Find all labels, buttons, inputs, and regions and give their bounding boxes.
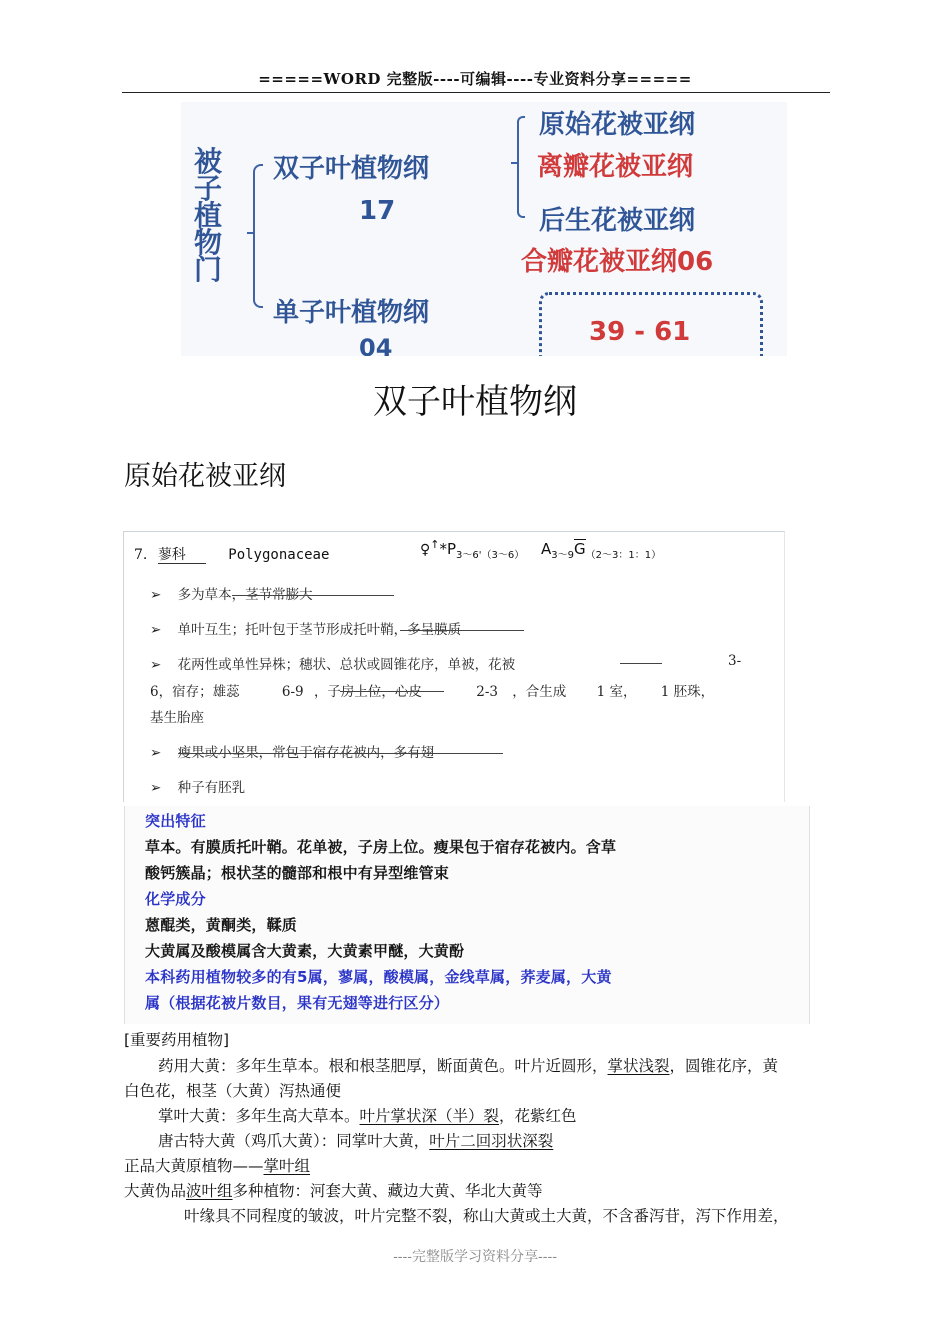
- arrow-bullet-icon: ➢: [150, 780, 162, 796]
- actinomorphic-star: *: [439, 540, 447, 558]
- b3-united: ，合生成: [512, 684, 567, 700]
- handwritten-strike: [179, 753, 503, 754]
- paragraph-line: 叶缘具不同程度的皱波，叶片完整不裂，称山大黄或土大黄，不含番泻苷，泻下作用差，: [184, 1207, 789, 1225]
- paragraph-line: [124, 1179, 543, 1201]
- zygomorphic-arrow: ↑: [430, 538, 440, 551]
- root-char: 被: [193, 145, 222, 178]
- perianth-letter: P: [446, 540, 457, 558]
- bullet-item: [150, 653, 515, 673]
- chemistry-text: 大黄属及酸模属含大黄素，大黄素甲醚，大黄酚: [145, 942, 465, 960]
- text-run: ，花紫红色: [499, 1107, 577, 1125]
- feature-text: 草本。有膜质托叶鞘。花单被，子房上位。瘦果包于宿存花被内。含草: [145, 838, 617, 856]
- blank-line: [620, 663, 662, 664]
- gynoecium-letter: G: [574, 540, 586, 558]
- root-char: 物: [193, 226, 222, 259]
- underlined-text: 掌状浅裂: [607, 1057, 670, 1075]
- section-label: [重要药用植物]: [124, 1031, 230, 1049]
- bullet-text: 种子有胚乳: [177, 780, 246, 796]
- paragraph-line: 白色花，根茎（大黄）泻热通便: [124, 1082, 342, 1100]
- underlined-text: 掌叶组: [263, 1157, 311, 1175]
- paragraph-line: [158, 1104, 577, 1126]
- main-brace: [253, 164, 263, 308]
- family-heading: [134, 544, 329, 564]
- subclass-metachlamydeae: 后生花被亚纲: [539, 206, 696, 236]
- main-brace-tip: [247, 232, 255, 234]
- underlined-text: 波叶组: [186, 1182, 233, 1200]
- family-range: 39 - 61: [589, 317, 691, 347]
- text-run: 药用大黄：多年生草本。根和根茎肥厚，断面黄色。叶片近圆形，: [158, 1057, 608, 1075]
- feature-box: [124, 806, 810, 1024]
- b3-text: 6，宿存；雄蕊: [150, 684, 240, 700]
- subclass-choripetalae: 离瓣花被亚纲: [537, 152, 694, 182]
- family-block: [123, 531, 785, 802]
- b3-ovary: ，子房上位，心皮: [313, 684, 422, 700]
- androecium-letter: A: [541, 540, 552, 558]
- sub-brace: [517, 116, 525, 218]
- family-name-cn: 蓼科: [158, 547, 206, 564]
- subclass-archichlamydeae: 原始花被亚纲: [539, 110, 696, 140]
- page-header: =====WORD 完整版----可编辑----专业资料分享=====: [258, 70, 692, 88]
- chemistry-heading: 化学成分: [145, 890, 206, 908]
- paragraph-line: [158, 1129, 553, 1151]
- chemistry-text: 蒽醌类，黄酮类，鞣质: [145, 916, 298, 934]
- dicot-label: 双子叶植物纲: [273, 154, 430, 184]
- arrow-bullet-icon: ➢: [150, 622, 162, 638]
- bullet-item: [150, 776, 245, 796]
- root-char: 植: [193, 199, 222, 232]
- perianth-count: 3～6'（3～6）: [456, 550, 525, 561]
- monocot-label: 单子叶植物纲: [273, 298, 430, 328]
- gynoecium-count: （2～3：1：1）: [585, 550, 662, 561]
- stamen-start: 3-: [728, 653, 742, 669]
- family-name-latin: Polygonaceae: [228, 547, 330, 563]
- paragraph-line: [124, 1154, 310, 1176]
- classification-diagram: [181, 102, 787, 356]
- sub-brace-tip: [511, 162, 518, 164]
- arrow-bullet-icon: ➢: [150, 657, 162, 673]
- bullet-item: [150, 741, 434, 761]
- text-run: ，圆锥花序，黄: [669, 1057, 779, 1075]
- androecium-count: 3～9: [551, 550, 575, 561]
- handwritten-strike: [340, 691, 444, 692]
- underlined-text: 叶片掌状深（半）裂: [359, 1107, 500, 1125]
- bisexual-symbol: ♀: [420, 542, 431, 558]
- page-footer: ----完整版学习资料分享----: [393, 1249, 557, 1265]
- bullet-text: 花两性或单性异株；穗状、总状或圆锥花序，单被，花被: [177, 657, 516, 673]
- section-title: 双子叶植物纲: [373, 382, 577, 422]
- bullet-item: [150, 583, 313, 603]
- root-char: 子: [193, 172, 222, 205]
- subsection-title: 原始花被亚纲: [124, 461, 286, 492]
- text-run: 大黄伪品: [124, 1182, 187, 1200]
- arrow-bullet-icon: ➢: [150, 587, 162, 603]
- genera-text: 属（根据花被片数目，果有无翅等进行区分）: [145, 994, 450, 1012]
- b3-stamens: 6-9: [281, 684, 304, 700]
- b3-locule: 1 室，: [596, 684, 637, 700]
- text-run: 掌叶大黄：多年生高大草本。: [158, 1107, 360, 1125]
- genera-text: 本科药用植物较多的有5属，蓼属，酸模属，金线草属，荞麦属，大黄: [145, 968, 612, 986]
- arrow-bullet-icon: ➢: [150, 745, 162, 761]
- bullet-text: 瘦果或小坚果，常包于宿存花被内，多有翅: [177, 745, 435, 761]
- underlined-text: 叶片二回羽状深裂: [429, 1132, 554, 1150]
- b3-ovule: 1 胚珠，: [660, 684, 715, 700]
- header-rule: [122, 92, 830, 93]
- text-run: 多种植物：河套大黄、藏边大黄、华北大黄等: [232, 1182, 543, 1200]
- handwritten-strike: [400, 630, 524, 631]
- handwritten-strike: [232, 595, 394, 596]
- text-run: 正品大黄原植物——: [124, 1157, 264, 1175]
- bullet-text: 单叶互生；托叶包于茎节形成托叶鞘，多呈膜质: [177, 622, 462, 638]
- bullet-item: [150, 618, 461, 638]
- diagram-root-label: [191, 145, 225, 286]
- feature-heading: 突出特征: [145, 812, 206, 830]
- bullet-text: 多为草本，茎节常膨大: [177, 587, 313, 603]
- subclass-sympetalae: 合瓣花被亚纲06: [521, 247, 714, 277]
- floral-formula: [420, 538, 661, 561]
- monocot-count: 04: [359, 334, 393, 356]
- text-run: 唐古特大黄（鸡爪大黄）：同掌叶大黄，: [158, 1132, 430, 1150]
- root-char: 门: [193, 253, 222, 286]
- feature-text: 酸钙簇晶；根状茎的髓部和根中有异型维管束: [145, 864, 450, 882]
- b3-carpels: 2-3: [476, 684, 498, 700]
- dicot-count: 17: [359, 196, 396, 226]
- paragraph-line: [158, 1054, 778, 1076]
- bullet-continuation: [150, 680, 714, 700]
- b3-placenta: 基生胎座: [150, 710, 204, 726]
- family-number: 7.: [134, 547, 148, 563]
